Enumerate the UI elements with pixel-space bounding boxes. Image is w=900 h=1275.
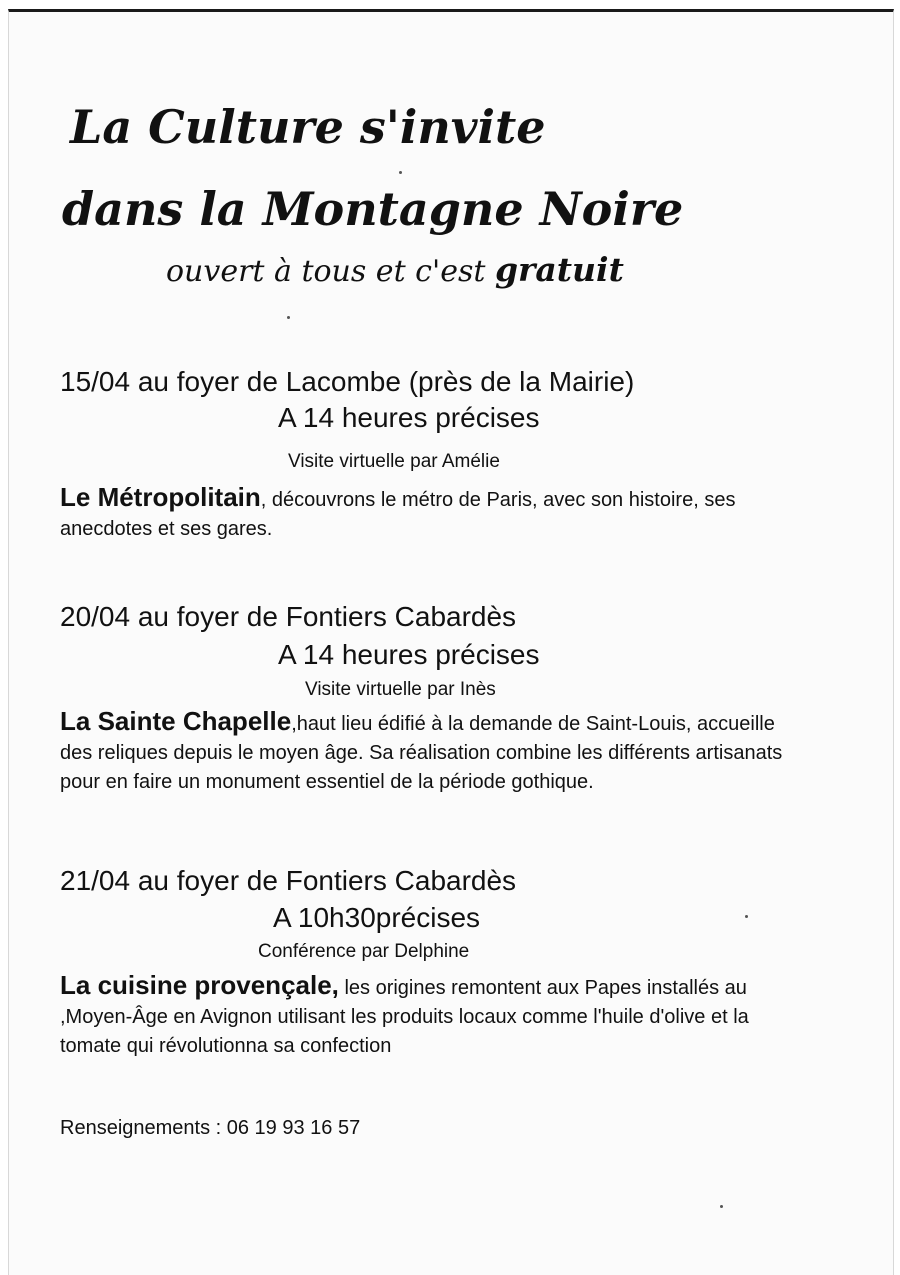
subtitle-emphasis: gratuit: [494, 250, 624, 289]
scan-speck: [399, 171, 402, 174]
event-3-guide: Conférence par Delphine: [258, 941, 470, 962]
event-3-name: La cuisine provençale,: [60, 970, 339, 1000]
event-1-time: A 14 heures précises: [278, 402, 540, 433]
event-1-heading: 15/04 au foyer de Lacombe (près de la Mairie): [60, 366, 635, 397]
scan-speck: [287, 316, 290, 319]
event-3-description: [60, 971, 800, 1061]
event-2-name: La Sainte Chapelle: [60, 706, 292, 736]
event-3-time: A 10h30précises: [273, 902, 481, 933]
event-3-heading: 21/04 au foyer de Fontiers Cabardès: [60, 865, 517, 896]
event-2-description: [60, 707, 800, 797]
event-1-description: [60, 483, 800, 544]
event-2-guide: Visite virtuelle par Inès: [305, 679, 496, 700]
scan-speck: [745, 915, 748, 918]
title-line-1: La Culture s'invite: [70, 100, 546, 154]
title-line-2: dans la Montagne Noire: [62, 182, 684, 236]
subtitle: [166, 250, 624, 289]
event-3-text: les origines remontent aux Papes installés au ,Moyen-Âge en Avignon utilisant les produits locaux comme l'huile d'olive et la tomate qui révolutionna sa confection: [60, 977, 749, 1057]
event-2-heading: 20/04 au foyer de Fontiers Cabardès: [60, 601, 517, 632]
scan-speck: [720, 1205, 723, 1208]
event-2-text: ,haut lieu édifié à la demande de Saint-Louis, accueille des reliques depuis le moyen âge. Sa réalisation combine les différents artisanats pour en faire un monument essentiel de la période gothique.: [60, 713, 783, 793]
event-2-time: A 14 heures précises: [278, 639, 540, 670]
event-1-name: Le Métropolitain: [60, 482, 261, 512]
event-1-guide: Visite virtuelle par Amélie: [288, 451, 500, 472]
subtitle-prefix: ouvert à tous et c'est: [166, 254, 495, 289]
contact-info: Renseignements : 06 19 93 16 57: [60, 1117, 361, 1139]
event-1-text: , découvrons le métro de Paris, avec son histoire, ses anecdotes et ses gares.: [60, 489, 736, 540]
